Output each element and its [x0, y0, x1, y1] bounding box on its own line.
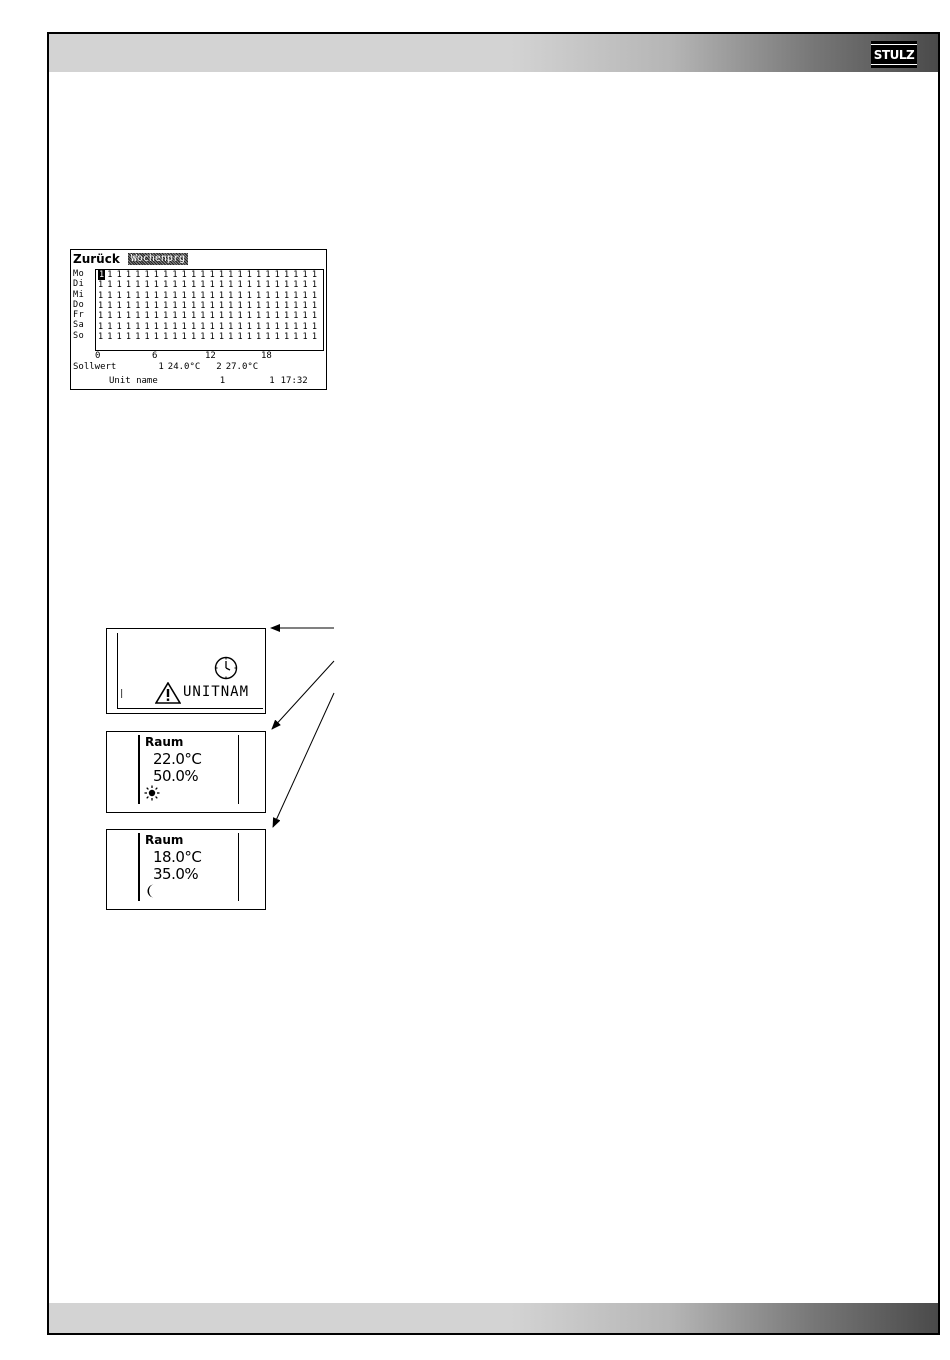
day-label: Di — [73, 279, 85, 290]
schedule-cell[interactable]: 1 — [274, 270, 280, 281]
schedule-cell[interactable]: 1 — [116, 280, 122, 291]
schedule-cell[interactable]: 1 — [246, 290, 252, 301]
schedule-cell[interactable]: 1 — [144, 301, 150, 312]
day-mode-display — [106, 731, 266, 813]
display-left-border — [138, 735, 140, 804]
schedule-cell[interactable]: 1 — [237, 270, 243, 281]
schedule-cell[interactable]: 1 — [228, 290, 234, 301]
footer-band — [49, 1303, 938, 1333]
status-line — [73, 376, 323, 386]
schedule-cell[interactable]: 1 — [153, 321, 159, 332]
schedule-cell[interactable]: 1 — [228, 301, 234, 312]
schedule-cell[interactable]: 1 — [181, 321, 187, 332]
cursor-mark: | — [119, 689, 125, 699]
schedule-cell[interactable]: 1 — [153, 331, 159, 342]
setpoint-2-value: 27.0°C — [225, 362, 259, 372]
status-time: 17:32 — [280, 376, 308, 386]
schedule-cell[interactable]: 1 — [283, 331, 290, 342]
schedule-cell[interactable]: 1 — [135, 290, 141, 301]
schedule-cell[interactable]: 1 — [144, 331, 150, 342]
day-label: Sa — [73, 320, 85, 331]
day-labels — [73, 269, 84, 341]
schedule-cell[interactable]: 1 — [200, 270, 206, 281]
schedule-row — [96, 311, 323, 321]
schedule-cell[interactable]: 1 — [218, 321, 224, 332]
schedule-cell[interactable]: 1 — [265, 311, 271, 322]
schedule-cell[interactable]: 1 — [190, 280, 197, 291]
room-temperature: 22.0°C — [153, 750, 202, 768]
schedule-cell[interactable]: 1 — [107, 331, 113, 342]
schedule-cell[interactable]: 1 — [311, 290, 317, 301]
display-left-border — [117, 633, 118, 709]
schedule-cell[interactable]: 1 — [209, 290, 215, 301]
room-label: Raum — [145, 833, 184, 847]
room-humidity: 35.0% — [153, 865, 199, 883]
schedule-cell[interactable]: 1 — [98, 301, 104, 312]
schedule-cell[interactable]: 1 — [265, 321, 271, 332]
schedule-cell[interactable]: 1 — [135, 311, 141, 322]
schedule-cell[interactable]: 1 — [311, 311, 317, 322]
schedule-cell[interactable]: 1 — [256, 311, 262, 322]
schedule-cell[interactable]: 1 — [293, 290, 299, 301]
schedule-cell[interactable]: 1 — [116, 301, 122, 312]
schedule-cell[interactable]: 1 — [200, 290, 206, 301]
schedule-cell[interactable]: 1 — [228, 311, 234, 322]
schedule-cell[interactable]: 1 — [209, 331, 215, 342]
moon-icon — [144, 883, 160, 899]
schedule-cell[interactable]: 1 — [172, 280, 178, 291]
schedule-cell[interactable]: 1 — [237, 311, 243, 322]
schedule-row — [96, 321, 323, 331]
schedule-cell[interactable]: 1 — [265, 301, 271, 312]
schedule-cell[interactable]: 1 — [246, 301, 252, 312]
schedule-cell[interactable]: 1 — [209, 280, 215, 291]
schedule-cell[interactable]: 1 — [209, 311, 215, 322]
schedule-cell[interactable]: 1 — [246, 311, 252, 322]
schedule-cell[interactable]: 1 — [172, 331, 178, 342]
hour-axis — [91, 351, 320, 361]
display-bottom-border — [117, 708, 263, 709]
schedule-cell[interactable]: 1 — [302, 301, 308, 312]
schedule-cell[interactable]: 1 — [107, 270, 113, 281]
schedule-cell[interactable]: 1 — [283, 311, 290, 322]
schedule-cell[interactable]: 1 — [135, 321, 141, 332]
schedule-cell[interactable]: 1 — [163, 301, 169, 312]
schedule-cell[interactable]: 1 — [293, 311, 299, 322]
schedule-cell[interactable]: 1 — [190, 290, 197, 301]
schedule-cell[interactable]: 1 — [190, 321, 197, 332]
schedule-cell[interactable]: 1 — [125, 280, 132, 291]
schedule-cell[interactable]: 1 — [237, 301, 243, 312]
schedule-cell[interactable]: 1 — [107, 321, 113, 332]
schedule-row — [96, 332, 323, 342]
schedule-cell[interactable]: 1 — [274, 331, 280, 342]
schedule-cell[interactable]: 1 — [283, 280, 290, 291]
room-temperature: 18.0°C — [153, 848, 202, 866]
day-label: Fr — [73, 310, 85, 321]
schedule-cell[interactable]: 1 — [237, 280, 243, 291]
schedule-cell[interactable]: 1 — [302, 270, 308, 281]
schedule-cell[interactable]: 1 — [98, 311, 104, 322]
schedule-cell[interactable]: 1 — [153, 290, 159, 301]
schedule-cell[interactable]: 1 — [228, 270, 234, 281]
schedule-cell[interactable]: 1 — [163, 290, 169, 301]
display-left-border — [138, 833, 140, 901]
schedule-cell[interactable]: 1 — [144, 280, 150, 291]
sun-icon — [144, 785, 160, 801]
schedule-cell[interactable]: 1 — [228, 321, 234, 332]
schedule-cell[interactable]: 1 — [107, 290, 113, 301]
schedule-cell[interactable]: 1 — [181, 280, 187, 291]
hour-tick: 18 — [261, 351, 272, 361]
schedule-cell[interactable]: 1 — [200, 311, 206, 322]
schedule-cell[interactable]: 1 — [256, 280, 262, 291]
schedule-cell[interactable]: 1 — [144, 311, 150, 322]
schedule-cell[interactable]: 1 — [116, 311, 122, 322]
screen-header — [73, 251, 188, 266]
night-mode-display — [106, 829, 266, 910]
schedule-cell[interactable]: 1 — [302, 321, 308, 332]
schedule-cell-selected[interactable]: 1 — [98, 270, 105, 281]
schedule-cell[interactable]: 1 — [153, 301, 159, 312]
schedule-cell[interactable]: 1 — [274, 301, 280, 312]
schedule-cell[interactable]: 1 — [200, 331, 206, 342]
schedule-cell[interactable]: 1 — [98, 321, 104, 332]
schedule-cell[interactable]: 1 — [237, 331, 243, 342]
hour-tick: 6 — [152, 351, 158, 361]
schedule-cell[interactable]: 1 — [125, 321, 132, 332]
schedule-cell[interactable]: 1 — [274, 280, 280, 291]
schedule-cell[interactable]: 1 — [265, 280, 271, 291]
day-label: Mo — [73, 269, 85, 279]
schedule-cell[interactable]: 1 — [190, 311, 197, 322]
schedule-cell[interactable]: 1 — [190, 331, 197, 342]
day-label: Do — [73, 299, 85, 310]
schedule-cell[interactable]: 1 — [144, 321, 150, 332]
schedule-cell[interactable]: 1 — [246, 321, 252, 332]
schedule-cell[interactable]: 1 — [302, 280, 308, 291]
schedule-cell[interactable]: 1 — [135, 301, 141, 312]
schedule-cell[interactable]: 1 — [107, 301, 113, 312]
schedule-cell[interactable]: 1 — [293, 280, 299, 291]
room-label: Raum — [145, 735, 184, 749]
schedule-cell[interactable]: 1 — [135, 280, 141, 291]
setpoint-1-value: 24.0°C — [167, 362, 201, 372]
schedule-cell[interactable]: 1 — [107, 311, 113, 322]
schedule-cell[interactable]: 1 — [190, 270, 197, 281]
schedule-cell[interactable]: 1 — [163, 280, 169, 291]
schedule-row — [96, 291, 323, 301]
schedule-cell[interactable]: 1 — [209, 301, 215, 312]
schedule-cell[interactable]: 1 — [311, 270, 317, 281]
clock-icon — [214, 656, 238, 680]
week-program-tab[interactable]: Wochenprg — [128, 253, 188, 265]
day-label: Mi — [73, 289, 85, 300]
schedule-cell[interactable]: 1 — [311, 280, 317, 291]
schedule-cell[interactable]: 1 — [256, 270, 262, 281]
schedule-cell[interactable]: 1 — [163, 270, 169, 281]
schedule-cell[interactable]: 1 — [237, 321, 243, 332]
schedule-cell[interactable]: 1 — [200, 321, 206, 332]
back-button[interactable]: Zurück — [73, 251, 120, 266]
schedule-cell[interactable]: 1 — [218, 301, 224, 312]
schedule-cell[interactable]: 1 — [125, 301, 132, 312]
schedule-cell[interactable]: 1 — [283, 290, 290, 301]
schedule-cell[interactable]: 1 — [209, 270, 215, 281]
schedule-cell[interactable]: 1 — [265, 290, 271, 301]
schedule-cell[interactable]: 1 — [218, 311, 224, 322]
schedule-cell[interactable]: 1 — [172, 290, 178, 301]
schedule-cell[interactable]: 1 — [153, 270, 159, 281]
schedule-cell[interactable]: 1 — [283, 270, 290, 281]
schedule-cell[interactable]: 1 — [256, 301, 262, 312]
setpoint-1-index: 1 — [158, 362, 164, 372]
status-unit-name: Unit name — [109, 376, 158, 386]
schedule-cell[interactable]: 1 — [135, 331, 141, 342]
room-humidity: 50.0% — [153, 767, 199, 785]
schedule-cell[interactable]: 1 — [181, 290, 187, 301]
display-right-border — [238, 735, 239, 804]
header-band — [49, 34, 938, 72]
schedule-cell[interactable]: 1 — [163, 321, 169, 332]
warning-icon — [155, 682, 181, 704]
schedule-cell[interactable]: 1 — [274, 290, 280, 301]
schedule-cell[interactable]: 1 — [190, 301, 197, 312]
stulz-logo: STULZ — [871, 41, 917, 68]
schedule-cell[interactable]: 1 — [283, 321, 290, 332]
schedule-cell[interactable]: 1 — [237, 290, 243, 301]
schedule-cell[interactable]: 1 — [144, 290, 150, 301]
schedule-cell[interactable]: 1 — [274, 321, 280, 332]
schedule-cell[interactable]: 1 — [181, 311, 187, 322]
schedule-cell[interactable]: 1 — [283, 301, 290, 312]
schedule-cell[interactable]: 1 — [200, 301, 206, 312]
schedule-cell[interactable]: 1 — [246, 331, 252, 342]
schedule-cell[interactable]: 1 — [293, 331, 299, 342]
schedule-cell[interactable]: 1 — [293, 270, 299, 281]
status-col2: 1 — [269, 376, 275, 386]
schedule-cell[interactable]: 1 — [98, 331, 104, 342]
schedule-cell[interactable]: 1 — [107, 280, 113, 291]
schedule-cell[interactable]: 1 — [246, 270, 252, 281]
schedule-cell[interactable]: 1 — [116, 321, 122, 332]
schedule-cell[interactable]: 1 — [98, 290, 104, 301]
status-col1: 1 — [219, 376, 226, 386]
schedule-cell[interactable]: 1 — [274, 311, 280, 322]
schedule-cell[interactable]: 1 — [311, 321, 317, 332]
schedule-row — [96, 301, 323, 311]
schedule-cell[interactable]: 1 — [125, 290, 132, 301]
display-right-border — [238, 833, 239, 901]
schedule-cell[interactable]: 1 — [256, 321, 262, 332]
schedule-cell[interactable]: 1 — [256, 290, 262, 301]
schedule-cell[interactable]: 1 — [153, 280, 159, 291]
schedule-cell[interactable]: 1 — [246, 280, 252, 291]
schedule-cell[interactable]: 1 — [218, 280, 224, 291]
setpoint-line — [73, 362, 323, 372]
schedule-cell[interactable]: 1 — [311, 331, 317, 342]
schedule-cell[interactable]: 1 — [218, 290, 224, 301]
schedule-row — [96, 280, 323, 290]
schedule-cell[interactable]: 1 — [218, 270, 224, 281]
schedule-cell[interactable]: 1 — [172, 270, 178, 281]
schedule-cell[interactable]: 1 — [181, 270, 187, 281]
schedule-cell[interactable]: 1 — [116, 331, 122, 342]
schedule-cell[interactable]: 1 — [228, 331, 234, 342]
setpoint-label: Sollwert — [73, 362, 117, 372]
schedule-cell[interactable]: 1 — [293, 321, 299, 332]
schedule-cell[interactable]: 1 — [181, 331, 187, 342]
schedule-cell[interactable]: 1 — [172, 311, 178, 322]
schedule-cell[interactable]: 1 — [125, 311, 132, 322]
schedule-cell[interactable]: 1 — [153, 311, 159, 322]
unit-name-label: UNITNAM — [183, 684, 250, 700]
schedule-cell[interactable]: 1 — [172, 321, 178, 332]
schedule-cell[interactable]: 1 — [144, 270, 150, 281]
schedule-cell[interactable]: 1 — [163, 331, 169, 342]
schedule-cell[interactable]: 1 — [200, 280, 206, 291]
schedule-cell[interactable]: 1 — [125, 331, 132, 342]
timer-program-screen — [70, 249, 327, 390]
schedule-cell[interactable]: 1 — [302, 311, 308, 322]
schedule-cell[interactable]: 1 — [218, 331, 224, 342]
schedule-cell[interactable]: 1 — [181, 301, 187, 312]
hour-tick: 0 — [95, 351, 101, 361]
schedule-cell[interactable]: 1 — [302, 331, 308, 342]
schedule-cell[interactable]: 1 — [163, 311, 169, 322]
schedule-cell[interactable]: 1 — [135, 270, 141, 281]
schedule-cell[interactable]: 1 — [293, 301, 299, 312]
schedule-cell[interactable]: 1 — [125, 270, 132, 281]
setpoint-2-index: 2 — [216, 362, 222, 372]
schedule-cell[interactable]: 1 — [116, 290, 122, 301]
hour-tick: 12 — [205, 351, 216, 361]
schedule-cell[interactable]: 1 — [172, 301, 178, 312]
schedule-cell[interactable]: 1 — [302, 290, 308, 301]
schedule-cell[interactable]: 1 — [209, 321, 215, 332]
unit-display — [106, 628, 266, 714]
schedule-cell[interactable]: 1 — [265, 270, 271, 281]
schedule-cell[interactable]: 1 — [265, 331, 271, 342]
schedule-cell[interactable]: 1 — [228, 280, 234, 291]
schedule-row — [96, 270, 323, 280]
schedule-grid[interactable] — [95, 269, 324, 351]
day-label: So — [73, 330, 85, 341]
schedule-cell[interactable]: 1 — [98, 280, 104, 291]
schedule-cell[interactable]: 1 — [116, 270, 122, 281]
schedule-cell[interactable]: 1 — [256, 331, 262, 342]
schedule-cell[interactable]: 1 — [311, 301, 317, 312]
